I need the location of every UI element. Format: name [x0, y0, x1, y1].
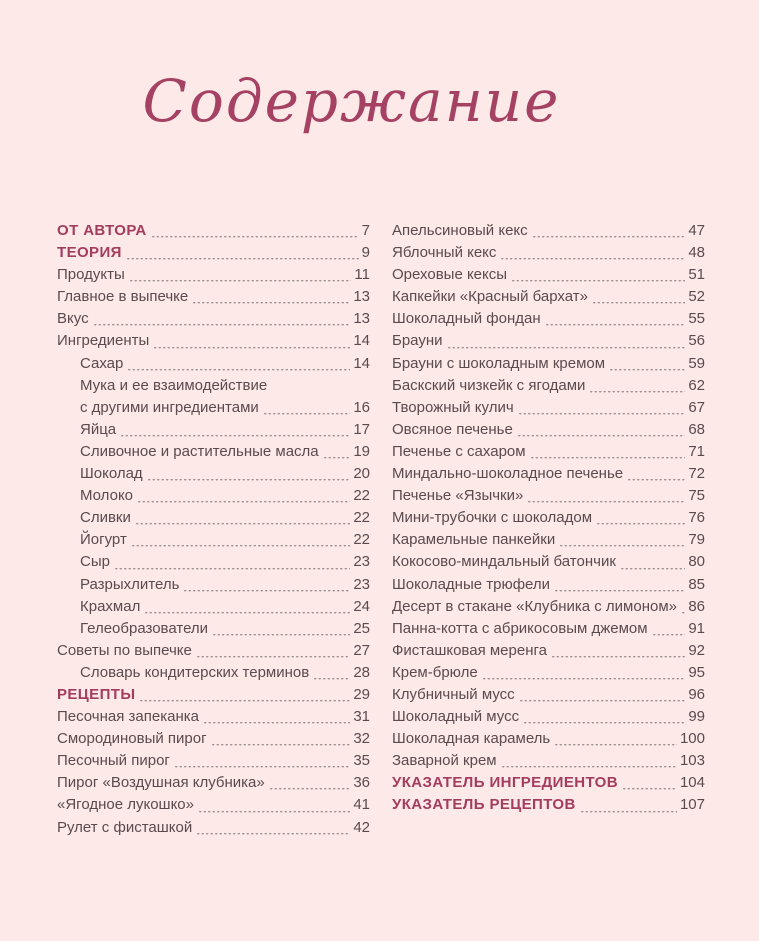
- toc-page-number: 42: [353, 818, 370, 836]
- toc-page-number: 32: [353, 730, 370, 748]
- dot-leader: [527, 501, 685, 503]
- dot-leader: [196, 656, 350, 658]
- toc-entry: [57, 441, 370, 463]
- toc-entry-label: Яблочный кекс: [392, 244, 497, 262]
- toc-page-number: 17: [353, 420, 370, 438]
- toc-entry-label: Крем-брюле: [392, 663, 478, 681]
- dot-leader: [192, 302, 350, 304]
- toc-entry-label: Клубничный мусс: [392, 685, 515, 703]
- toc-entry-label: Шоколадный фондан: [392, 310, 541, 328]
- toc-entry-row: [392, 640, 705, 662]
- toc-entry: [392, 485, 705, 507]
- toc-page-number: 23: [353, 553, 370, 571]
- toc-entry-row: [57, 750, 370, 772]
- dot-leader: [519, 700, 686, 702]
- dot-leader: [609, 369, 685, 371]
- dot-leader: [269, 788, 351, 790]
- toc-entry: [392, 419, 705, 441]
- toc-entry-label: Гелеобразователи: [80, 619, 209, 637]
- toc-entry-label: Печенье «Язычки»: [392, 487, 524, 505]
- toc-page-number: 14: [353, 332, 370, 350]
- toc-entry: [57, 706, 370, 728]
- dot-leader: [580, 811, 677, 813]
- toc-entry-row: [392, 286, 705, 308]
- dot-leader: [212, 634, 350, 636]
- dot-leader: [501, 766, 677, 768]
- dot-leader: [551, 656, 685, 658]
- toc-entry-label: Йогурт: [80, 531, 127, 549]
- dot-leader: [144, 612, 350, 614]
- dot-leader: [198, 811, 350, 813]
- toc-entry: [57, 772, 370, 794]
- toc-entry-row: [57, 308, 370, 330]
- toc-entry: [392, 551, 705, 573]
- dot-leader: [559, 545, 685, 547]
- toc-entry: [57, 242, 370, 264]
- toc-entry: [392, 529, 705, 551]
- toc-entry: [57, 308, 370, 330]
- dot-leader: [323, 457, 351, 459]
- dot-leader: [183, 590, 350, 592]
- toc-entry-row: [57, 286, 370, 308]
- toc-entry-label: Главное в выпечке: [57, 288, 189, 306]
- toc-entry: [392, 507, 705, 529]
- dot-leader: [517, 435, 686, 437]
- toc-entry: [392, 441, 705, 463]
- toc-entry-row: [392, 485, 705, 507]
- toc-entry-label: Творожный кулич: [392, 398, 514, 416]
- toc-entry: [392, 794, 705, 816]
- toc-entry-label: Словарь кондитерских терминов: [80, 663, 310, 681]
- toc-entry-label: Рулет с фисташкой: [57, 818, 193, 836]
- toc-entry-row: [392, 574, 705, 596]
- toc-entry-label: ТЕОРИЯ: [57, 244, 122, 262]
- toc-entry: [392, 596, 705, 618]
- toc-page-number: 75: [688, 487, 705, 505]
- toc-page-number: 35: [353, 752, 370, 770]
- toc-entry-row: [392, 529, 705, 551]
- toc-entry-label: Печенье с сахаром: [392, 442, 526, 460]
- toc-page-number: 48: [688, 244, 705, 262]
- toc-entry-label: Разрыхлитель: [80, 575, 180, 593]
- toc-entry-row: [392, 264, 705, 286]
- toc-entry-label: Советы по выпечке: [57, 641, 192, 659]
- toc-entry-label: Ореховые кексы: [392, 266, 508, 284]
- toc-entry-row: [57, 817, 370, 839]
- dot-leader: [596, 523, 685, 525]
- toc-page-number: 27: [353, 641, 370, 659]
- toc-entry-label: Сыр: [80, 553, 110, 571]
- toc-entry-label: Песочный пирог: [57, 752, 170, 770]
- toc-entry-row: [57, 485, 370, 507]
- toc-entry-row: [392, 397, 705, 419]
- dot-leader: [211, 744, 351, 746]
- toc-entry-label: Фисташковая меренга: [392, 641, 547, 659]
- toc-entry-label: Панна-котта с абрикосовым джемом: [392, 619, 648, 637]
- toc-entry: [392, 286, 705, 308]
- toc-page-number: 25: [353, 619, 370, 637]
- dot-leader: [129, 280, 352, 282]
- toc-entry-row: [392, 220, 705, 242]
- toc-page-number: 11: [354, 266, 370, 284]
- dot-leader: [174, 766, 350, 768]
- toc-entry: [392, 242, 705, 264]
- toc-page-number: 59: [688, 354, 705, 372]
- toc-entry: [57, 684, 370, 706]
- toc-entry-row: [57, 463, 370, 485]
- toc-entry-label: Крахмал: [80, 597, 141, 615]
- dot-leader: [135, 523, 350, 525]
- toc-entry: [57, 574, 370, 596]
- toc-page-number: 68: [688, 420, 705, 438]
- toc-page-number: 22: [353, 531, 370, 549]
- toc-entry-row: [57, 574, 370, 596]
- toc-entry-row: [57, 706, 370, 728]
- dot-leader: [589, 391, 685, 393]
- toc-entry-label: Десерт в стакане «Клубника с лимоном»: [392, 597, 677, 615]
- toc-entry-row: [392, 419, 705, 441]
- toc-entry: [57, 463, 370, 485]
- toc-entry: [57, 485, 370, 507]
- toc-entry-row: [57, 772, 370, 794]
- dot-leader: [622, 788, 677, 790]
- toc-page-number: 41: [353, 796, 370, 814]
- toc-entry-label: Апельсиновый кекс: [392, 222, 528, 239]
- toc-entry-row: [57, 529, 370, 551]
- toc-entry-label: Заварной крем: [392, 752, 497, 770]
- toc-entry: [392, 772, 705, 794]
- toc-entry-row: [57, 640, 370, 662]
- toc-page-number: 55: [688, 310, 705, 328]
- toc-entry-label: Сливочное и растительные масла: [80, 442, 319, 460]
- toc-page-number: 99: [688, 708, 705, 726]
- toc-entry: [392, 397, 705, 419]
- dot-leader: [147, 479, 351, 481]
- toc-page-number: 62: [688, 376, 705, 394]
- toc-entry: [57, 794, 370, 816]
- toc-entry-row: [392, 706, 705, 728]
- dot-leader: [482, 678, 686, 680]
- toc-entry-row: [57, 551, 370, 573]
- dot-leader: [523, 722, 685, 724]
- toc-entry-label: Карамельные панкейки: [392, 531, 556, 549]
- toc-entry-label: ОТ АВТОРА: [57, 222, 147, 239]
- toc-page-number: 104: [679, 774, 705, 792]
- dot-leader: [203, 722, 350, 724]
- toc-entry: [392, 330, 705, 352]
- toc-entry-label: Яйца: [80, 420, 117, 438]
- toc-entry-label: Шоколадный мусс: [392, 708, 520, 726]
- toc-entry-row: [57, 419, 370, 441]
- toc-entry-label: Шоколадные трюфели: [392, 575, 551, 593]
- toc-entry: [57, 529, 370, 551]
- toc-page-number: 19: [353, 442, 370, 460]
- toc-page-number: 91: [688, 619, 705, 637]
- toc-page-number: 22: [353, 487, 370, 505]
- toc-entry-row: [392, 794, 705, 816]
- toc-entry: [392, 750, 705, 772]
- toc-entry-label: «Ягодное лукошко»: [57, 796, 194, 814]
- toc-entry: [392, 706, 705, 728]
- toc-entry-label: Овсяное печенье: [392, 420, 513, 438]
- toc-page-number: 80: [688, 553, 705, 571]
- toc-entry-label: Смородиновый пирог: [57, 730, 207, 748]
- toc-entry-row: [57, 618, 370, 640]
- dot-leader: [652, 634, 686, 636]
- dot-leader: [120, 435, 350, 437]
- toc-entry-row: [392, 330, 705, 352]
- toc-entry-row: [392, 662, 705, 684]
- toc-entry-label: Брауни: [392, 332, 443, 350]
- toc-entry-label: Кокосово-миндальный батончик: [392, 553, 616, 571]
- toc-page-number: 16: [353, 398, 370, 416]
- toc-entry: [392, 463, 705, 485]
- toc-page-number: 79: [688, 531, 705, 549]
- toc-column-left: [57, 220, 370, 839]
- toc-entry-row: [57, 441, 370, 463]
- toc-entry: [392, 308, 705, 330]
- toc-entry: [57, 220, 370, 242]
- toc-entry-label-line1: Мука и ее взаимодействие: [80, 376, 268, 394]
- toc-entry: [392, 353, 705, 375]
- toc-entry-row: [392, 463, 705, 485]
- toc-entry-label: Пирог «Воздушная клубника»: [57, 774, 265, 792]
- toc-entry: [57, 596, 370, 618]
- toc-entry-label: РЕЦЕПТЫ: [57, 685, 136, 703]
- dot-leader: [532, 236, 686, 238]
- toc-entry-row: [57, 330, 370, 352]
- toc-entry-row: [57, 728, 370, 750]
- toc-entry-row: [57, 507, 370, 529]
- toc-entry: [392, 375, 705, 397]
- toc-page-number: 51: [688, 266, 705, 284]
- toc-page-number: 20: [353, 465, 370, 483]
- dot-leader: [126, 258, 359, 260]
- toc-page-number: 103: [679, 752, 705, 770]
- toc-page-number: 85: [688, 575, 705, 593]
- toc-page-number: 7: [361, 222, 370, 239]
- toc-entry-row: [57, 596, 370, 618]
- toc-entry-label: УКАЗАТЕЛЬ ИНГРЕДИЕНТОВ: [392, 774, 618, 792]
- toc-entry-row: [392, 353, 705, 375]
- toc-page-number: 52: [688, 288, 705, 306]
- toc-entry: [392, 574, 705, 596]
- toc-entry-label: Продукты: [57, 266, 125, 284]
- dot-leader: [196, 833, 350, 835]
- toc-entry-row: [57, 684, 370, 706]
- toc-entry-row: [57, 794, 370, 816]
- toc-entry-row: [392, 684, 705, 706]
- toc-entry-row: [392, 551, 705, 573]
- toc-entry-row: [57, 220, 370, 242]
- toc-entry: [57, 662, 370, 684]
- toc-page-number: 71: [688, 442, 705, 460]
- toc-page-number: 107: [679, 796, 705, 814]
- toc-entry-label: Капкейки «Красный бархат»: [392, 288, 588, 306]
- dot-leader: [592, 302, 685, 304]
- toc-entry-row: [57, 353, 370, 375]
- toc-page-number: 100: [679, 730, 705, 748]
- toc-entry-row: [57, 242, 370, 264]
- dot-leader: [313, 678, 350, 680]
- dot-leader: [500, 258, 685, 260]
- toc-entry: [57, 375, 370, 419]
- toc-page-number: 56: [688, 332, 705, 350]
- toc-entry-row: [392, 772, 705, 794]
- toc-entry-label: Вкус: [57, 310, 89, 328]
- toc-page-number: 28: [353, 663, 370, 681]
- toc-entry: [57, 551, 370, 573]
- toc-page-number: 92: [688, 641, 705, 659]
- dot-leader: [620, 568, 685, 570]
- dot-leader: [131, 545, 351, 547]
- toc-entry: [392, 220, 705, 242]
- toc-page-number: 14: [353, 354, 370, 372]
- toc-entry-label: Шоколадная карамель: [392, 730, 551, 748]
- toc-entry-row: [392, 441, 705, 463]
- dot-leader: [93, 324, 351, 326]
- toc-page-number: 23: [353, 575, 370, 593]
- dot-leader: [681, 612, 685, 614]
- toc-entry: [57, 618, 370, 640]
- toc-entry-label: Сахар: [80, 354, 124, 372]
- toc-entry: [57, 817, 370, 839]
- toc-entry-label: УКАЗАТЕЛЬ РЕЦЕПТОВ: [392, 796, 576, 814]
- toc-entry-label: Шоколад: [80, 465, 143, 483]
- dot-leader: [153, 347, 350, 349]
- toc-entry-label: Брауни с шоколадным кремом: [392, 354, 606, 372]
- toc-page-number: 36: [353, 774, 370, 792]
- toc-page-number: 86: [688, 597, 705, 615]
- toc-page-number: 67: [688, 398, 705, 416]
- toc-page-number: 24: [353, 597, 370, 615]
- dot-leader: [511, 280, 685, 282]
- toc-entry: [392, 640, 705, 662]
- toc-entry-row: [392, 728, 705, 750]
- toc-entry: [392, 684, 705, 706]
- toc-page-number: 13: [353, 288, 370, 306]
- dot-leader: [137, 501, 350, 503]
- toc-entry-row: [392, 242, 705, 264]
- toc-entry: [57, 750, 370, 772]
- dot-leader: [518, 413, 686, 415]
- toc-entry: [392, 618, 705, 640]
- toc-entry: [57, 419, 370, 441]
- toc-entry-label: Миндально-шоколадное печенье: [392, 465, 624, 483]
- toc-entry-row: [392, 375, 705, 397]
- toc-entry: [57, 330, 370, 352]
- toc-page-number: 76: [688, 509, 705, 527]
- toc-page-number: 31: [353, 708, 370, 726]
- dot-leader: [263, 413, 351, 415]
- dot-leader: [114, 568, 350, 570]
- dot-leader: [530, 457, 686, 459]
- toc-page-number: 22: [353, 509, 370, 527]
- toc-page-number: 95: [688, 663, 705, 681]
- toc-entry: [57, 507, 370, 529]
- toc-entry-label: Мини-трубочки с шоколадом: [392, 509, 593, 527]
- dot-leader: [139, 700, 350, 702]
- dot-leader: [447, 347, 686, 349]
- dot-leader: [545, 324, 686, 326]
- toc-entry-row: [57, 264, 370, 286]
- toc-entry-label: Ингредиенты: [57, 332, 150, 350]
- toc-entry: [392, 728, 705, 750]
- toc-entry-row: [392, 750, 705, 772]
- toc-columns: [57, 220, 705, 839]
- dot-leader: [554, 590, 685, 592]
- toc-entry-label: Молоко: [80, 487, 134, 505]
- toc-entry: [392, 662, 705, 684]
- toc-entry-label: с другими ингредиентами: [80, 398, 259, 416]
- toc-page-number: 72: [688, 465, 705, 483]
- toc-entry: [392, 264, 705, 286]
- toc-entry: [57, 728, 370, 750]
- toc-entry-row: [392, 308, 705, 330]
- dot-leader: [554, 744, 677, 746]
- dot-leader: [151, 236, 359, 238]
- dot-leader: [627, 479, 685, 481]
- page-title: Содержание: [142, 67, 561, 135]
- toc-page-number: 13: [353, 310, 370, 328]
- toc-entry-label: Песочная запеканка: [57, 708, 199, 726]
- toc-page-number: 29: [353, 685, 370, 703]
- toc-entry-row: [392, 596, 705, 618]
- toc-entry-row: [57, 397, 370, 419]
- toc-entry: [57, 640, 370, 662]
- toc-entry: [57, 264, 370, 286]
- toc-entry-row: [57, 662, 370, 684]
- toc-entry-label: Баскский чизкейк с ягодами: [392, 376, 586, 394]
- toc-page-number: 47: [688, 222, 705, 239]
- toc-page-number: 96: [688, 685, 705, 703]
- toc-entry-row: [392, 618, 705, 640]
- toc-entry-label: Сливки: [80, 509, 131, 527]
- dot-leader: [127, 369, 350, 371]
- toc-column-right: [392, 220, 705, 839]
- toc-page-number: 9: [361, 244, 370, 262]
- toc-entry-row: [392, 507, 705, 529]
- toc-entry: [57, 286, 370, 308]
- toc-entry: [57, 353, 370, 375]
